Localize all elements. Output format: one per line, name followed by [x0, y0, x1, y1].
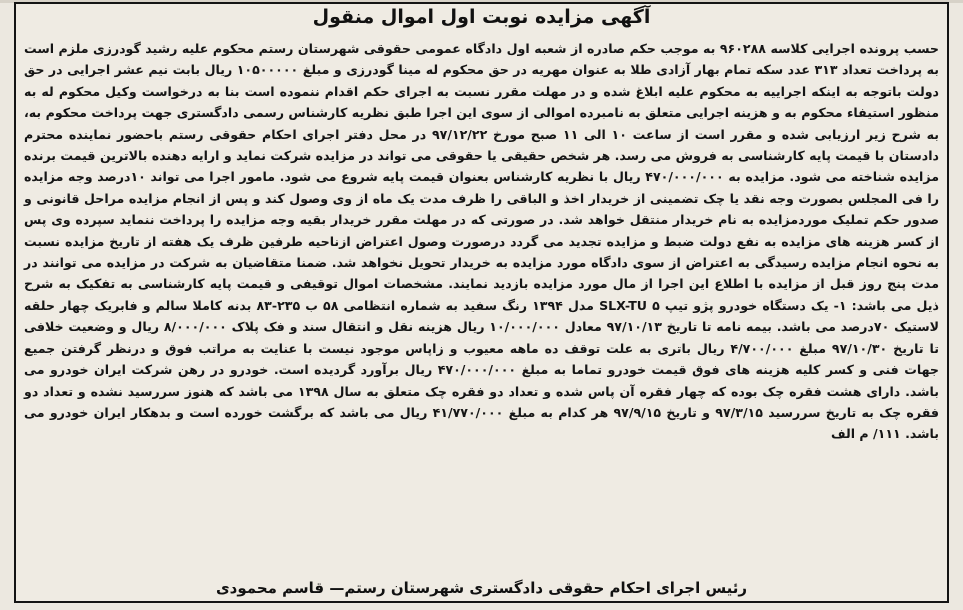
- notice-title: آگهی مزایده نوبت اول اموال منقول: [312, 6, 651, 28]
- notice-signature: رئیس اجرای احکام حقوقی دادگستری شهرستان رستم— قاسم محمودی: [215, 579, 748, 597]
- notice-body-text: حسب پرونده اجرایی کلاسه ۹۶۰۲۸۸ به موجب حکم صادره از شعبه اول دادگاه عمومی حقوقی شهرستان رستم محکوم علیه رشید گودرزی ملزم است به پرداخت تعداد ۳۱۳ عدد سکه تمام بهار آزادی طلا به عنوان مهریه در حق محکوم له مینا گودرزی و مبلغ ۱۰۵۰۰۰۰۰ ریال بابت نیم عشر اجرایی در حق دولت باتوجه به اینکه اجراییه به محکوم علیه ابلاغ شده و در مهلت مقرر نسبت به اجرای حکم اقدام ننموده است بنا به درخواست وکیل محکوم له به منظور استیفاء محکوم به و هزینه اجرایی متعلق به نامبرده اموالی از سوی این اجرا طبق نظریه کارشناس رسمی دادگستری جهت پرداخت محکوم به، به شرح زیر ارزیابی شده و مقرر است از ساعت ۱۰ الی ۱۱ صبح مورخ ۹۷/۱۲/۲۲ در محل دفتر اجرای احکام حقوقی رستم باحضور نماینده محترم دادستان با قیمت پایه کارشناسی به فروش می رسد. هر شخص حقیقی یا حقوقی می تواند در مزایده شرکت نماید و ارایه دهنده بالاترین قیمت برنده مزایده شناخته می شود. مزایده به ۴۷۰/۰۰۰/۰۰۰ ریال با نظریه کارشناس بعنوان قیمت پایه شروع می شود. مامور اجرا می تواند ۱۰درصد وجه مزایده را فی المجلس بصورت وجه نقد یا چک تضمینی از خریدار اخذ و الباقی را ظرف مدت یک ماه از وی وصول کند و پس از انجام مزایده مراحل قانونی و صدور حکم تملیک موردمزایده به نام خریدار منتقل خواهد شد. در صورتی که در مهلت مقرر خریدار بقیه وجه مزایده را پرداخت ننماید سپرده وی پس از کسر هزینه های مزایده به نفع دولت ضبط و مزایده تجدید می گردد درصورت وصول اعتراض ازناحیه طرفین ظرف یک هفته از تاریخ مزایده نسبت به نحوه انجام مزایده رسیدگی به اعتراض از سوی دادگاه مورد مزایده به خریدار تحویل نخواهد شد. ضمنا متقاضیان به شرکت در مزایده می توانند در مدت پنج روز قبل از مزایده با اطلاع این اجرا از مال مورد مزایده بازدید نمایند. مشخصات اموال توقیفی و قیمت پایه کارشناسی به تفکیک به شرح ذیل می باشد: ۱- یک دستگاه خودرو پژو تیپ SLX-TU ۵ مدل ۱۳۹۴ رنگ سفید به شماره انتظامی ۵۸ ب ۲۳۵-۸۳ بدنه کاملا سالم و فابریک چهار حلقه لاستیک ۷۰درصد می باشد. بیمه نامه تا تاریخ ۹۷/۱۰/۱۳ معادل ۱۰/۰۰۰/۰۰۰ ریال هزینه نقل و انتقال سند و فک پلاک ۸/۰۰۰/۰۰۰ ریال و وضعیت خلافی تا تاریخ ۹۷/۱۰/۳۰ مبلغ ۴/۷۰۰/۰۰۰ ریال باتری به علت توقف ده ماهه معیوب و زاپاس موجود نیست با عنایت به مراتب فوق و درنظر گرفتن جمیع جهات فنی و کسر کلیه هزینه های فوق قیمت خودرو تماما به مبلغ ۴۷۰/۰۰۰/۰۰۰ ریال برآورد گردیده است. خودرو در رهن شرکت ایران خودرو می باشد. دارای هشت فقره چک بوده که چهار فقره آن پاس شده و تعداد دو فقره چک متعلق به سال ۱۳۹۸ می باشد که هنوز سررسید نشده و تعداد دو فقره چک به تاریخ سررسید ۹۷/۳/۱۵ و تاریخ ۹۷/۹/۱۵ هر کدام به مبلغ ۴۱/۷۷۰/۰۰۰ ریال می باشد که برگشت خورده است و بدهکار ایران خودرو می باشد.: [24, 41, 940, 442]
- notice-frame: [14, 2, 949, 603]
- notice-code: ۱۱۱/ م الف: [830, 426, 901, 442]
- notice-body: [24, 38, 939, 445]
